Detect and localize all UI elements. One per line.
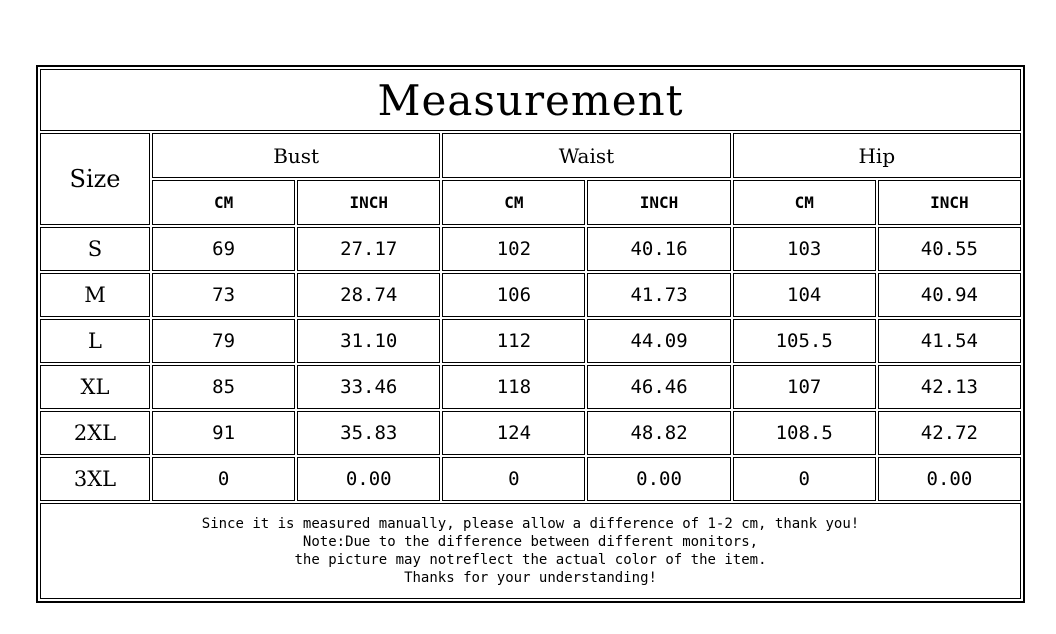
note-line: Note:Due to the difference between different monitors, xyxy=(302,534,759,550)
value-cell: 0 xyxy=(152,457,295,501)
value-cell: 104 xyxy=(733,273,876,317)
value-cell: 105.5 xyxy=(733,319,876,363)
unit-header: CM xyxy=(152,180,295,225)
value-cell: 0.00 xyxy=(587,457,730,501)
note-line: the picture may notreflect the actual color of the item. xyxy=(294,552,767,568)
value-cell: 40.94 xyxy=(878,273,1021,317)
table-row xyxy=(40,457,1021,501)
value-cell: 73 xyxy=(152,273,295,317)
size-cell: S xyxy=(40,227,150,271)
size-cell: L xyxy=(40,319,150,363)
unit-header: INCH xyxy=(878,180,1021,225)
value-cell: 28.74 xyxy=(297,273,440,317)
value-cell: 42.72 xyxy=(878,411,1021,455)
measurement-chart xyxy=(36,65,1025,603)
value-cell: 27.17 xyxy=(297,227,440,271)
note-line: Thanks for your understanding! xyxy=(404,570,657,586)
bust-header: Bust xyxy=(152,133,440,178)
value-cell: 35.83 xyxy=(297,411,440,455)
unit-header: CM xyxy=(442,180,585,225)
unit-header: CM xyxy=(733,180,876,225)
table-row xyxy=(40,365,1021,409)
value-cell: 40.16 xyxy=(587,227,730,271)
size-cell: 3XL xyxy=(40,457,150,501)
table-row xyxy=(40,273,1021,317)
value-cell: 106 xyxy=(442,273,585,317)
value-cell: 41.54 xyxy=(878,319,1021,363)
value-cell: 0.00 xyxy=(297,457,440,501)
size-table xyxy=(38,67,1023,601)
value-cell: 31.10 xyxy=(297,319,440,363)
value-cell: 103 xyxy=(733,227,876,271)
table-title: Measurement xyxy=(40,69,1021,131)
value-cell: 33.46 xyxy=(297,365,440,409)
note-line: Since it is measured manually, please allow a difference of 1-2 cm, thank you! xyxy=(201,516,860,532)
size-cell: XL xyxy=(40,365,150,409)
hip-header: Hip xyxy=(733,133,1021,178)
table-row xyxy=(40,227,1021,271)
value-cell: 69 xyxy=(152,227,295,271)
value-cell: 102 xyxy=(442,227,585,271)
value-cell: 42.13 xyxy=(878,365,1021,409)
value-cell: 91 xyxy=(152,411,295,455)
value-cell: 0 xyxy=(442,457,585,501)
value-cell: 41.73 xyxy=(587,273,730,317)
value-cell: 118 xyxy=(442,365,585,409)
value-cell: 85 xyxy=(152,365,295,409)
value-cell: 79 xyxy=(152,319,295,363)
value-cell: 108.5 xyxy=(733,411,876,455)
size-header: Size xyxy=(40,133,150,225)
value-cell: 112 xyxy=(442,319,585,363)
size-cell: M xyxy=(40,273,150,317)
value-cell: 46.46 xyxy=(587,365,730,409)
value-cell: 107 xyxy=(733,365,876,409)
value-cell: 48.82 xyxy=(587,411,730,455)
unit-header: INCH xyxy=(297,180,440,225)
note-box xyxy=(40,503,1021,599)
waist-header: Waist xyxy=(442,133,730,178)
value-cell: 0.00 xyxy=(878,457,1021,501)
value-cell: 0 xyxy=(733,457,876,501)
table-row xyxy=(40,411,1021,455)
table-row xyxy=(40,319,1021,363)
value-cell: 124 xyxy=(442,411,585,455)
value-cell: 40.55 xyxy=(878,227,1021,271)
size-cell: 2XL xyxy=(40,411,150,455)
value-cell: 44.09 xyxy=(587,319,730,363)
unit-header: INCH xyxy=(587,180,730,225)
